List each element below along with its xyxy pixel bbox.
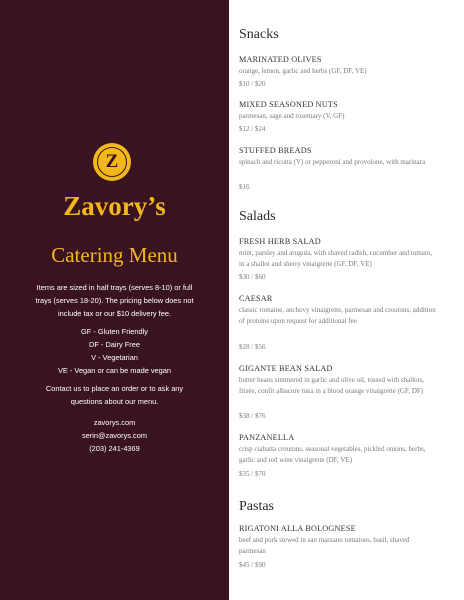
item-price: $35 / $70 — [239, 470, 266, 478]
item-price: $38 / $76 — [239, 412, 266, 420]
section-title-pastas: Pastas — [239, 499, 274, 514]
item-price: $12 / $24 — [239, 125, 266, 133]
email-link[interactable]: serin@zavorys.com — [81, 431, 147, 440]
item-desc: classic romaine, anchovy vinaigrette, parmesan and croutons, addition of proteins upon request for additional fee — [239, 306, 436, 325]
section-title-salads: Salads — [239, 209, 276, 224]
item-name: FRESH HERB SALAD — [239, 237, 321, 246]
contact-note — [14, 382, 215, 408]
item-desc: spinach and ricotta (V) or pepperoni and provolone, with marinara — [239, 158, 426, 166]
item-price: $45 / $90 — [239, 561, 266, 569]
contact-details — [14, 416, 215, 455]
item-desc: beef and pork stewed in san marzano tomatoes, basil, shaved parmesan — [239, 536, 410, 555]
item-desc: crisp ciabatta croutons, seasonal vegetables, pickled onions, herbs, garlic and red wine vinaigrette (DF, VE) — [239, 445, 426, 464]
section-title-snacks: Snacks — [239, 27, 279, 42]
menu-title: Catering Menu — [51, 243, 178, 267]
legend-v: V - Vegetarian — [91, 353, 138, 362]
diet-legend — [14, 325, 215, 377]
website-link[interactable]: zavorys.com — [93, 418, 136, 427]
item-name: PANZANELLA — [239, 433, 295, 442]
item-name: MARINATED OLIVES — [239, 55, 322, 64]
item-name: STUFFED BREADS — [239, 146, 312, 155]
contact-line: Contact us to place an order or to ask any — [45, 384, 184, 393]
contact-line: questions about our menu. — [70, 397, 159, 406]
sizing-line: include tax or our $10 delivery fee. — [58, 309, 171, 318]
item-name: MIXED SEASONED NUTS — [239, 100, 338, 109]
brand-name: Zavory’s — [63, 191, 166, 221]
item-name: GIGANTE BEAN SALAD — [239, 364, 333, 373]
item-name: CAESAR — [239, 294, 273, 303]
logo-icon — [93, 143, 131, 181]
item-name: RIGATONI ALLA BOLOGNESE — [239, 524, 356, 533]
sizing-line: trays (serves 18-20). The pricing below does not — [35, 296, 194, 305]
legend-df: DF - Dairy Free — [89, 340, 140, 349]
sizing-note — [14, 281, 215, 320]
item-price: $10 / $20 — [239, 80, 266, 88]
item-desc: butter beans simmered in garlic and olive oil, tossed with shallots, frisée, confit albacore tuna in a blood orange vinaigrette (GF, DF) — [239, 376, 425, 395]
item-desc: orange, lemon, garlic and herbs (GF, DF, VE) — [239, 67, 367, 75]
phone-number: (203) 241-4369 — [89, 444, 140, 453]
legend-ve: VE - Vegan or can be made vegan — [58, 366, 171, 375]
item-desc: mint, parsley and arugula, with shaved radish, cucumber and tomato, in a shallot and sherry vinaigrette (GF, DF, VE) — [239, 249, 433, 268]
legend-gf: GF - Gluten Friendly — [81, 327, 148, 336]
brand-panel — [0, 0, 229, 600]
item-price: $30 / $60 — [239, 273, 266, 281]
item-price: $16 — [239, 183, 250, 191]
logo-letter: Z — [97, 147, 127, 177]
item-price: $28 / $56 — [239, 343, 266, 351]
sizing-line: Items are sized in half trays (serves 8-10) or full — [36, 283, 193, 292]
item-desc: parmesan, sage and rosemary (V, GF) — [239, 112, 345, 120]
